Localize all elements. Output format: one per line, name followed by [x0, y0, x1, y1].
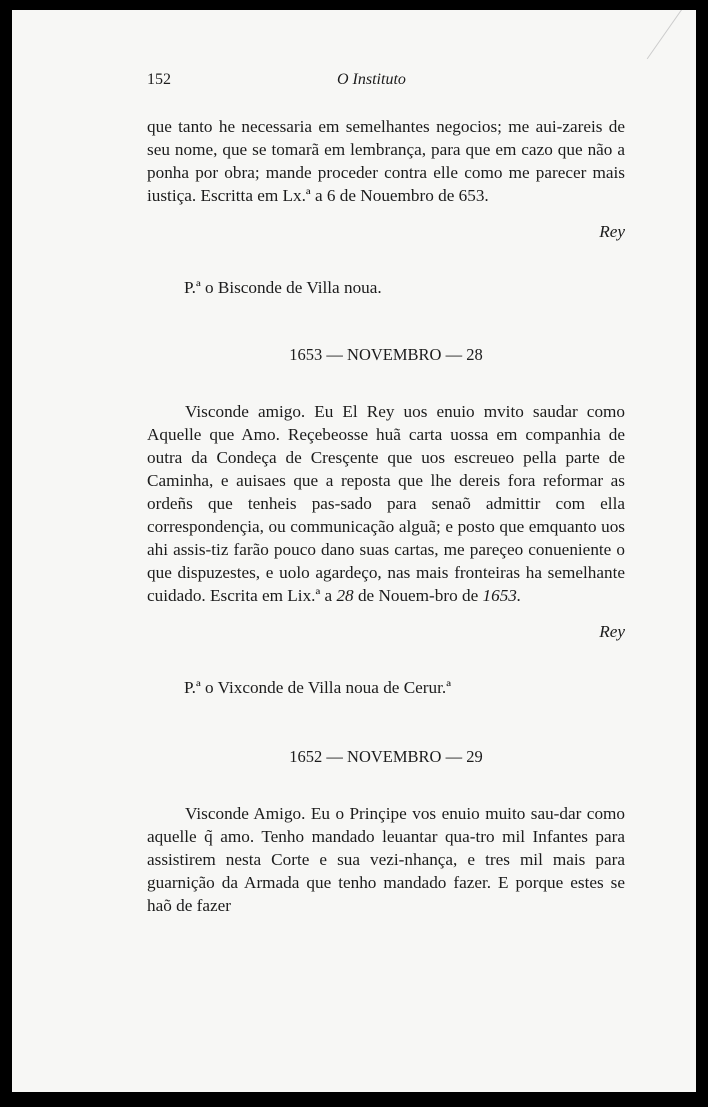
letter-2-signature: Rey — [599, 622, 625, 641]
page-number: 152 — [147, 71, 171, 88]
letter-1-address: P.ª o Bisconde de Villa noua. — [184, 278, 382, 297]
running-title: O Instituto — [337, 71, 406, 88]
page-content — [147, 68, 625, 917]
letter-1-signature: Rey — [599, 222, 625, 241]
letter-2-body-main: Visconde amigo. Eu El Rey uos enuio mvito saudar como Aquelle que Amo. Reçebeosse huã carta uossa em companhia de outra da Condeça de Cresçente que uos escreueo pella parte de Caminha, e auisaes que a reposta que lhe dereis fora reformar as ordeñs que tenheis pas-sado para senaõ admittir com ella correspondençia, ou communicação alguã; e posto que emquanto uos ahi assis-tiz farão pouco dano suas cartas, me pareçeo conueniente o que dispuzestes, e uolo agardeço, nas mais fronteiras ha semelhante cuidado. Escrita em Lix.ª a — [147, 402, 625, 605]
letter-2-day: 28 — [336, 586, 354, 605]
scan-artifact — [647, 10, 682, 59]
letter-2-body — [147, 400, 625, 607]
running-head — [147, 68, 625, 92]
book-page — [12, 10, 696, 1092]
letter-3-dateline: 1652 — NOVEMBRO — 29 — [289, 747, 483, 766]
letter-2-month: de Nouem-bro de — [357, 586, 479, 605]
letter-3-body: Visconde Amigo. Eu o Prinçipe vos enuio muito sau-dar como aquelle q̃ amo. Tenho mandado leuantar qua-tro mil Infantes para assistirem nesta Corte e sua vezi-nhança, e tres mil mais para guarnição da Armada que tenho mandado fazer. E porque estes se haõ de fazer — [147, 804, 625, 915]
letter-2-year: 1653. — [482, 586, 522, 605]
letter-2-dateline: 1653 — NOVEMBRO — 28 — [289, 345, 483, 364]
letter-2-address: P.ª o Vixconde de Villa noua de Cerur.ª — [184, 678, 451, 697]
letter-1-body: que tanto he necessaria em semelhantes negocios; me aui-zareis de seu nome, que se tomarã em lembrança, para que em cazo que não a ponha por obra; mande proceder contra elle como me parecer mais iustiça. Escritta em Lx.ª a 6 de Nouembro de 653. — [147, 117, 625, 205]
